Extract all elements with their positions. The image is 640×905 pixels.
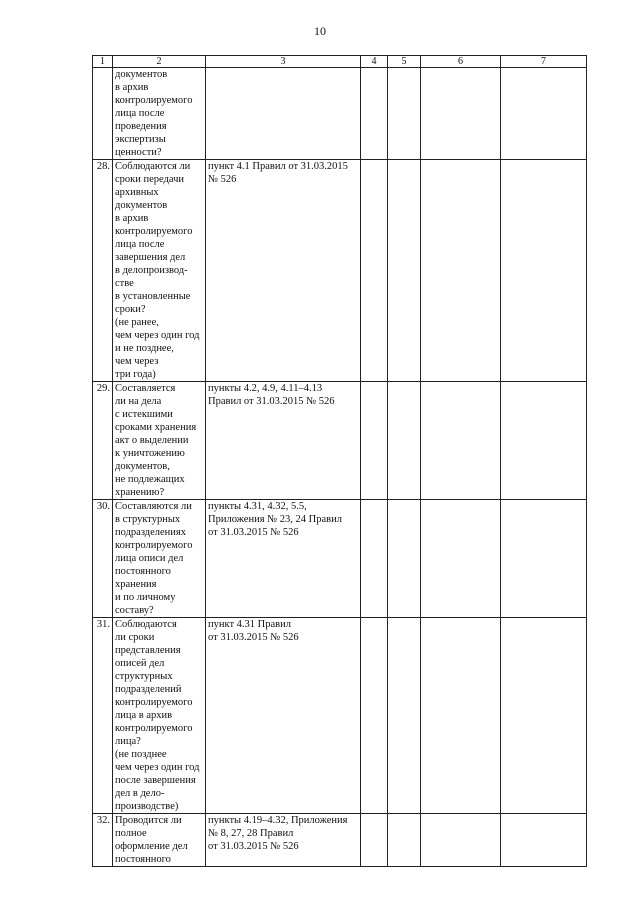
- question-line: с истекшими: [115, 409, 173, 420]
- question-line: лица после: [115, 239, 165, 250]
- notes-cell: [501, 500, 587, 618]
- question-line: хранения: [115, 579, 157, 590]
- reference-line: от 31.03.2015 № 526: [208, 527, 299, 538]
- page-number: 10: [314, 24, 326, 38]
- question-line: контролируемого: [115, 226, 193, 237]
- table-row: [93, 618, 587, 814]
- question-line: дел в дело-: [115, 788, 165, 799]
- table-row: [93, 160, 587, 382]
- answer-no-cell: [388, 814, 421, 867]
- requirement-question: [113, 68, 206, 160]
- reference-line: от 31.03.2015 № 526: [208, 632, 299, 643]
- question-line: оформление дел: [115, 841, 188, 852]
- row-number: 31.: [93, 618, 113, 814]
- column-header-7: 7: [501, 56, 587, 68]
- question-line: контролируемого: [115, 95, 193, 106]
- question-line: сроки?: [115, 304, 146, 315]
- not-applicable-cell: [421, 382, 501, 500]
- question-line: стве: [115, 278, 134, 289]
- notes-cell: [501, 68, 587, 160]
- question-line: подразделениях: [115, 527, 186, 538]
- answer-yes-cell: [361, 500, 388, 618]
- answer-no-cell: [388, 160, 421, 382]
- reference-line: пункты 4.19–4.32, Приложения: [208, 815, 348, 826]
- reference-line: пункты 4.31, 4.32, 5.5,: [208, 501, 307, 512]
- question-line: представления: [115, 645, 181, 656]
- column-header-5: 5: [388, 56, 421, 68]
- question-line: три года): [115, 369, 156, 380]
- answer-yes-cell: [361, 618, 388, 814]
- question-line: составу?: [115, 605, 154, 616]
- row-number: 32.: [93, 814, 113, 867]
- notes-cell: [501, 382, 587, 500]
- not-applicable-cell: [421, 618, 501, 814]
- question-line: контролируемого: [115, 540, 193, 551]
- question-line: документов,: [115, 461, 170, 472]
- question-line: описей дел: [115, 658, 165, 669]
- checklist-table: [92, 55, 587, 867]
- question-line: полное: [115, 828, 147, 839]
- question-line: ценности?: [115, 147, 162, 158]
- row-number: 30.: [93, 500, 113, 618]
- question-line: завершения дел: [115, 252, 186, 263]
- question-line: к уничтожению: [115, 448, 185, 459]
- notes-cell: [501, 160, 587, 382]
- reference-line: пункт 4.1 Правил от 31.03.2015: [208, 161, 348, 172]
- answer-yes-cell: [361, 382, 388, 500]
- question-line: документов: [115, 200, 168, 211]
- reference-line: Приложения № 23, 24 Правил: [208, 514, 342, 525]
- table-row: [93, 382, 587, 500]
- legal-reference: [206, 382, 361, 500]
- answer-no-cell: [388, 68, 421, 160]
- answer-yes-cell: [361, 160, 388, 382]
- column-header-2: 2: [113, 56, 206, 68]
- question-line: и не позднее,: [115, 343, 174, 354]
- answer-no-cell: [388, 382, 421, 500]
- row-number: [93, 68, 113, 160]
- question-line: чем через: [115, 356, 159, 367]
- question-line: лица после: [115, 108, 165, 119]
- question-line: контролируемого: [115, 723, 193, 734]
- reference-line: № 526: [208, 174, 237, 185]
- answer-yes-cell: [361, 68, 388, 160]
- not-applicable-cell: [421, 160, 501, 382]
- question-line: ли на дела: [115, 396, 162, 407]
- question-line: подразделений: [115, 684, 182, 695]
- question-line: не подлежащих: [115, 474, 185, 485]
- question-line: (не позднее: [115, 749, 167, 760]
- reference-line: пункты 4.2, 4.9, 4.11–4.13: [208, 383, 323, 394]
- table-row: [93, 814, 587, 867]
- question-line: Соблюдаются ли: [115, 161, 191, 172]
- column-number-row: [93, 56, 587, 68]
- question-line: производстве): [115, 801, 179, 812]
- reference-line: от 31.03.2015 № 526: [208, 841, 299, 852]
- legal-reference: [206, 618, 361, 814]
- column-header-3: 3: [206, 56, 361, 68]
- reference-line: Правил от 31.03.2015 № 526: [208, 396, 335, 407]
- legal-reference: [206, 814, 361, 867]
- table-row: [93, 68, 587, 160]
- not-applicable-cell: [421, 68, 501, 160]
- not-applicable-cell: [421, 500, 501, 618]
- question-line: чем через один год: [115, 330, 200, 341]
- question-line: лица описи дел: [115, 553, 184, 564]
- reference-line: № 8, 27, 28 Правил: [208, 828, 294, 839]
- answer-yes-cell: [361, 814, 388, 867]
- not-applicable-cell: [421, 814, 501, 867]
- column-header-4: 4: [361, 56, 388, 68]
- answer-no-cell: [388, 500, 421, 618]
- question-line: контролируемого: [115, 697, 193, 708]
- question-line: сроками хранения: [115, 422, 197, 433]
- reference-line: пункт 4.31 Правил: [208, 619, 291, 630]
- notes-cell: [501, 814, 587, 867]
- question-line: хранению?: [115, 487, 165, 498]
- question-line: Соблюдаются: [115, 619, 177, 630]
- row-number: 28.: [93, 160, 113, 382]
- question-line: после завершения: [115, 775, 196, 786]
- legal-reference: [206, 160, 361, 382]
- question-line: (не ранее,: [115, 317, 159, 328]
- question-line: в установленные: [115, 291, 191, 302]
- question-line: постоянного: [115, 566, 171, 577]
- question-line: Составляются ли: [115, 501, 192, 512]
- row-number: 29.: [93, 382, 113, 500]
- question-line: постоянного: [115, 854, 171, 865]
- legal-reference: [206, 68, 361, 160]
- question-line: Составляется: [115, 383, 176, 394]
- requirement-question: [113, 618, 206, 814]
- question-line: экспертизы: [115, 134, 166, 145]
- requirement-question: [113, 160, 206, 382]
- question-line: и по личному: [115, 592, 176, 603]
- answer-no-cell: [388, 618, 421, 814]
- question-line: лица в архив: [115, 710, 173, 721]
- question-line: ли сроки: [115, 632, 155, 643]
- question-line: в структурных: [115, 514, 181, 525]
- question-line: сроки передачи: [115, 174, 185, 185]
- notes-cell: [501, 618, 587, 814]
- legal-reference: [206, 500, 361, 618]
- requirement-question: [113, 500, 206, 618]
- question-line: Проводится ли: [115, 815, 182, 826]
- question-line: проведения: [115, 121, 167, 132]
- question-line: структурных: [115, 671, 173, 682]
- question-line: в делопроизвод-: [115, 265, 188, 276]
- question-line: акт о выделении: [115, 435, 189, 446]
- table-row: [93, 500, 587, 618]
- column-header-6: 6: [421, 56, 501, 68]
- column-header-1: 1: [93, 56, 113, 68]
- requirement-question: [113, 814, 206, 867]
- question-line: архивных: [115, 187, 159, 198]
- question-line: чем через один год: [115, 762, 200, 773]
- requirement-question: [113, 382, 206, 500]
- question-line: в архив: [115, 82, 149, 93]
- question-line: в архив: [115, 213, 149, 224]
- question-line: документов: [115, 69, 168, 80]
- question-line: лица?: [115, 736, 141, 747]
